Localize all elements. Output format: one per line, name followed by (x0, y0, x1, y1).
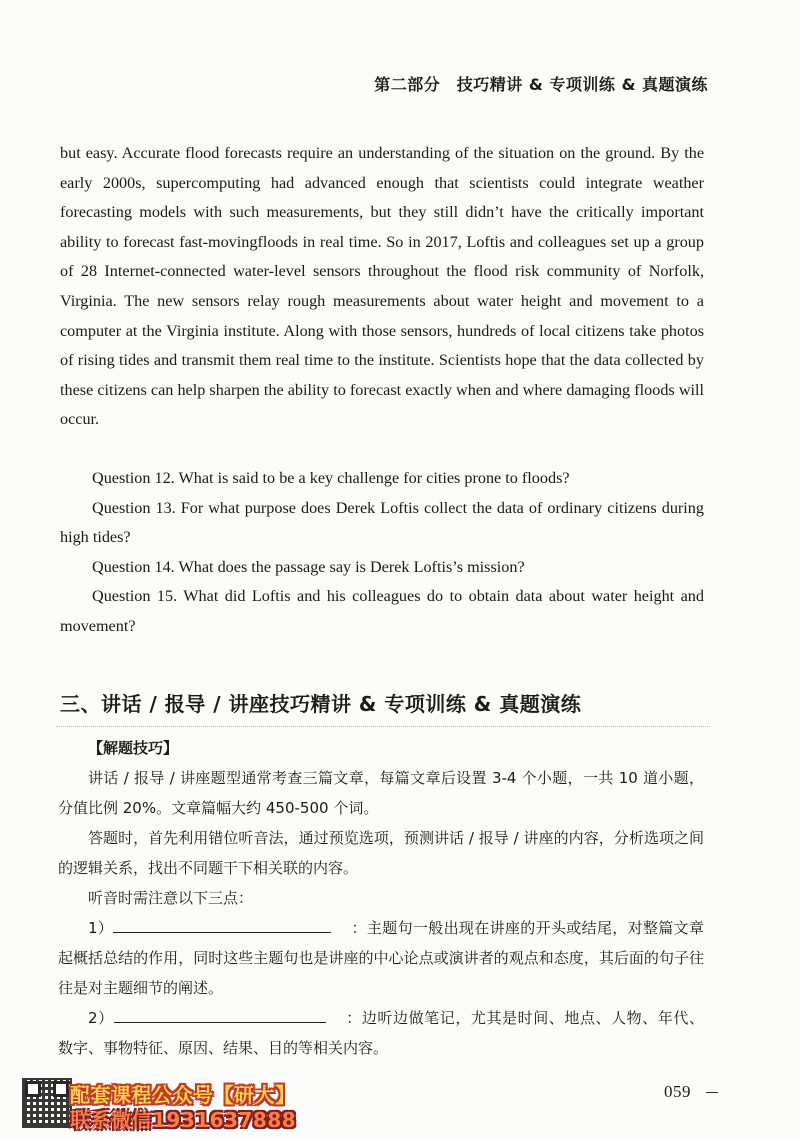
tips-paragraph-2: 答题时，首先利用错位听音法，通过预览选项，预测讲话 / 报导 / 讲座的内容，分析选项之间的逻辑关系，找出不同题干下相关联的内容。 (58, 829, 704, 877)
item-1-text: ：主题句一般出现在讲座的开头或结尾，对整篇文章起概括总结的作用，同时这些主题句也是讲座的中心论点或演讲者的观点和态度，其后面的句子往往是对主题细节的阐述。 (58, 919, 704, 997)
item-1-number: 1） (88, 919, 114, 937)
watermark-line-2: 联系微信1931637888 (70, 1108, 297, 1132)
page-number-dash (706, 1092, 718, 1093)
question-15: Question 15. What did Loftis and his colleagues do to obtain data about water height and movement? (60, 587, 704, 635)
watermark-line-1: 配套课程公众号【研大】 (70, 1083, 296, 1107)
fill-blank-1 (113, 918, 331, 933)
section-heading: 三、讲话 / 报导 / 讲座技巧精讲 & 专项训练 & 真题演练 (60, 692, 582, 716)
tips-item-1 (58, 913, 704, 1003)
question-13: Question 13. For what purpose does Derek Loftis collect the data of ordinary citizens during high tides? (60, 498, 704, 547)
fill-blank-2 (114, 1008, 326, 1023)
question-12: Question 12. What is said to be a key challenge for cities prone to floods? (92, 469, 570, 487)
item-2-text: ：边听边做笔记，尤其是时间、地点、人物、年代、数字、事物特征、原因、结果、目的等相关内容。 (58, 1009, 704, 1057)
tips-body (58, 733, 704, 1063)
page-number: 059 (664, 1082, 691, 1101)
qr-code-icon (22, 1078, 72, 1128)
tips-paragraph-1: 讲话 / 报导 / 讲座题型通常考查三篇文章，每篇文章后设置 3-4 个小题，一共 10 道小题，分值比例 20%。文章篇幅大约 450-500 个词。 (58, 769, 704, 817)
passage-paragraph: but easy. Accurate flood forecasts require an understanding of the situation on the ground. By the early 2000s, supercomputing had advanced enough that scientists could integrate weather forecasting models with such measurements, but they still didn’t have the critically important ability to forecast fast-movingfloods in real time. So in 2017, Loftis and colleagues set up a group of 28 Internet-connected water-level sensors throughout the flood risk community of Norfolk, Virginia. The new sensors relay rough measurements about water height and movement to a computer at the Virginia institute. Along with those sensors, hundreds of local citizens take photos of rising tides and transmit them real time to the institute. Scientists hope that the data collected by these citizens can help sharpen the ability to forecast exactly when and where damaging floods will occur. (60, 144, 704, 429)
tips-item-2 (58, 1003, 704, 1063)
item-2-number: 2） (88, 1009, 114, 1027)
question-list (60, 464, 704, 642)
tips-subtitle: 【解题技巧】 (88, 739, 179, 757)
question-14: Question 14. What does the passage say is Derek Loftis’s mission? (92, 557, 525, 576)
tips-paragraph-3: 听音时需注意以下三点： (88, 889, 254, 907)
running-header: 第二部分 技巧精讲 & 专项训练 & 真题演练 (374, 75, 708, 94)
section-divider (56, 726, 710, 727)
